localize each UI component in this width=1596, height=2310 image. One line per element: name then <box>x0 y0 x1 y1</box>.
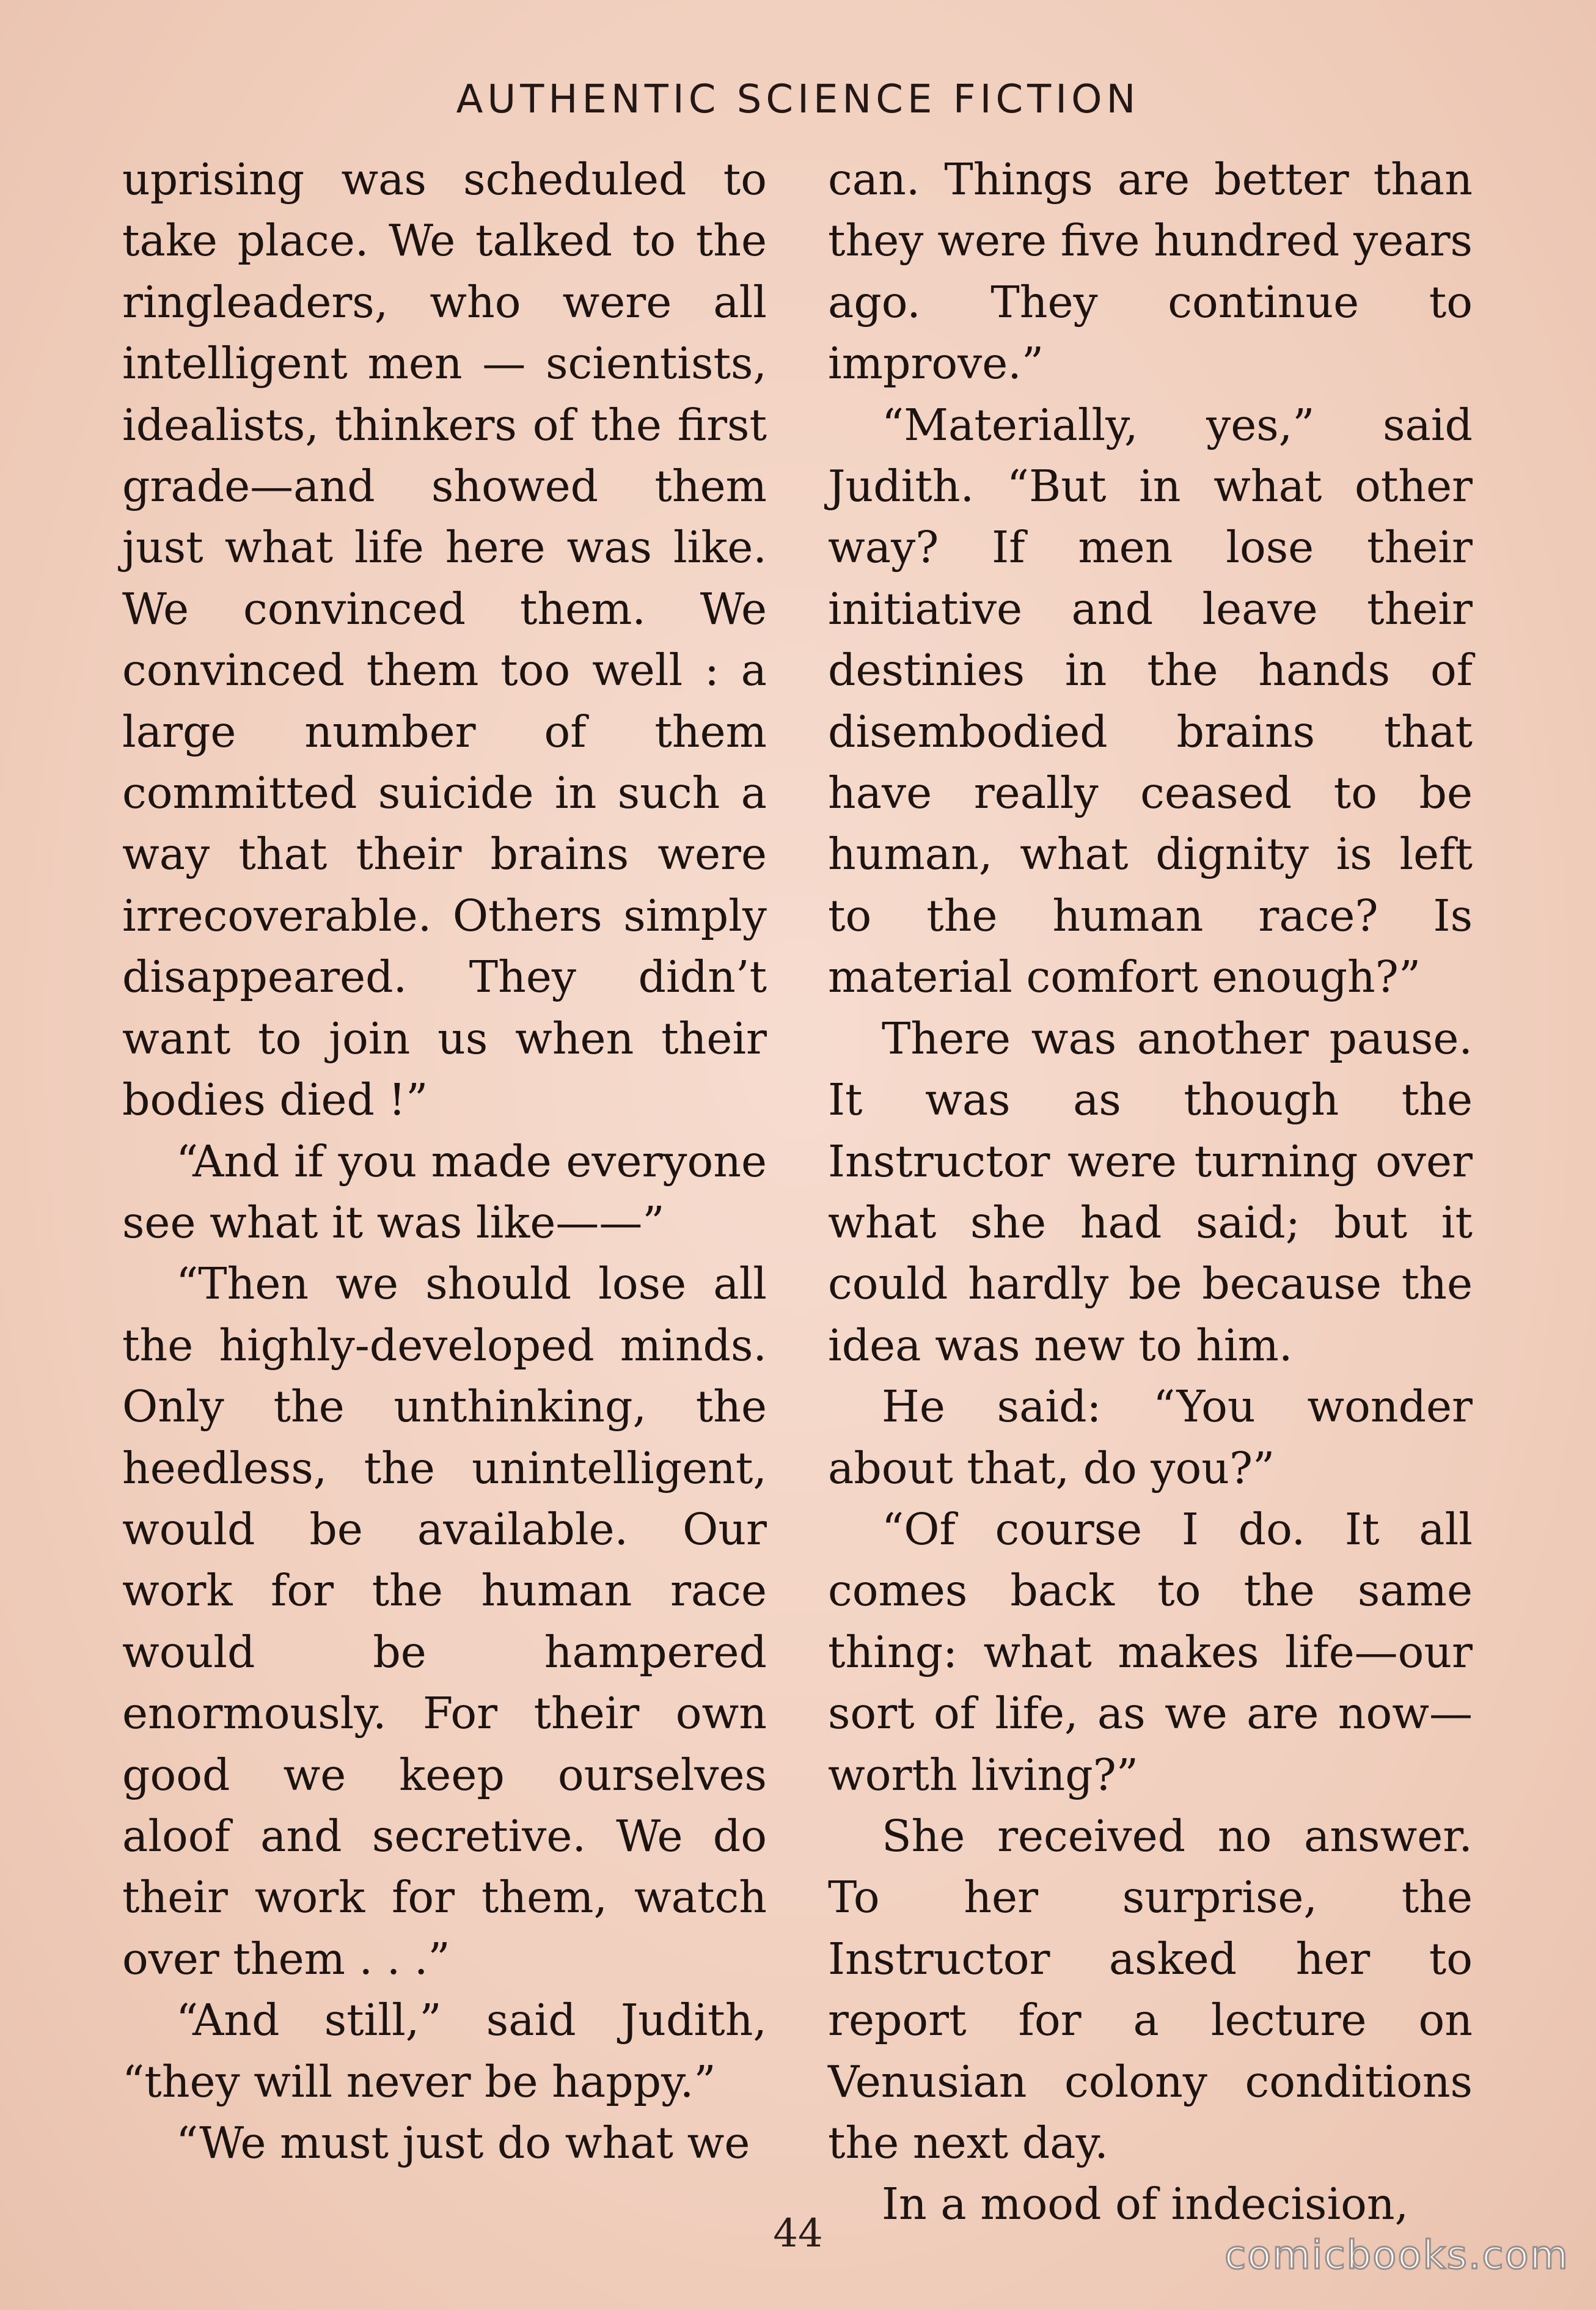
right-paragraph-4: He said: “You wonder about that, do you?” <box>828 1381 1473 1494</box>
page-number: 44 <box>773 2211 823 2256</box>
running-head: AUTHENTIC SCIENCE FICTION <box>456 77 1140 122</box>
left-paragraph-1: uprising was scheduled to take place. We talked to the ringleaders, who were all intelligent men — scientists, idealists, thinkers of the first grade—and showed them just what life here was like. We convinced them. We convinced them too well : a large number of them committed suicide in such a way that their brains were irrecoverable. Others simply disappeared. They didn’t want to join us when their bodies died !” <box>122 154 767 1126</box>
left-column <box>122 149 767 2174</box>
right-paragraph-1: can. Things are better than they were five hundred years ago. They continue to improve.” <box>828 154 1473 389</box>
right-paragraph-3: There was another pause. It was as though the Instructor were turning over what she had said; but it could hardly be because the idea was new to him. <box>828 1013 1473 1371</box>
watermark: comicbooks.com <box>1224 2233 1569 2278</box>
left-paragraph-3: “Then we should lose all the highly-developed minds. Only the unthinking, the heedless, the unintelligent, would be available. Our work for the human race would be hampered enormously. For their own good we keep ourselves aloof and secretive. We do their work for them, watch over them . . .” <box>122 1258 767 1984</box>
right-column <box>828 149 1473 2235</box>
left-paragraph-4: “And still,” said Judith, “they will never be happy.” <box>122 1995 767 2107</box>
left-paragraph-5: “We must just do what we <box>176 2118 750 2168</box>
left-paragraph-2: “And if you made everyone see what it was like——” <box>122 1135 767 1248</box>
right-paragraph-7: In a mood of indecision, <box>882 2179 1409 2230</box>
right-paragraph-6: She received no answer. To her surprise, the Instructor asked her to report for a lecture on Venusian colony conditions the next day. <box>828 1810 1473 2168</box>
right-paragraph-2: “Materially, yes,” said Judith. “But in what other way? If men lose their initiative and leave their destinies in the hands of disembodied brains that have really ceased to be human, what dignity is left to the human race? Is material comfort enough?” <box>828 399 1473 1003</box>
right-paragraph-5: “Of course I do. It all comes back to the same thing: what makes life—our sort of life, as we are now—worth living?” <box>828 1503 1473 1800</box>
